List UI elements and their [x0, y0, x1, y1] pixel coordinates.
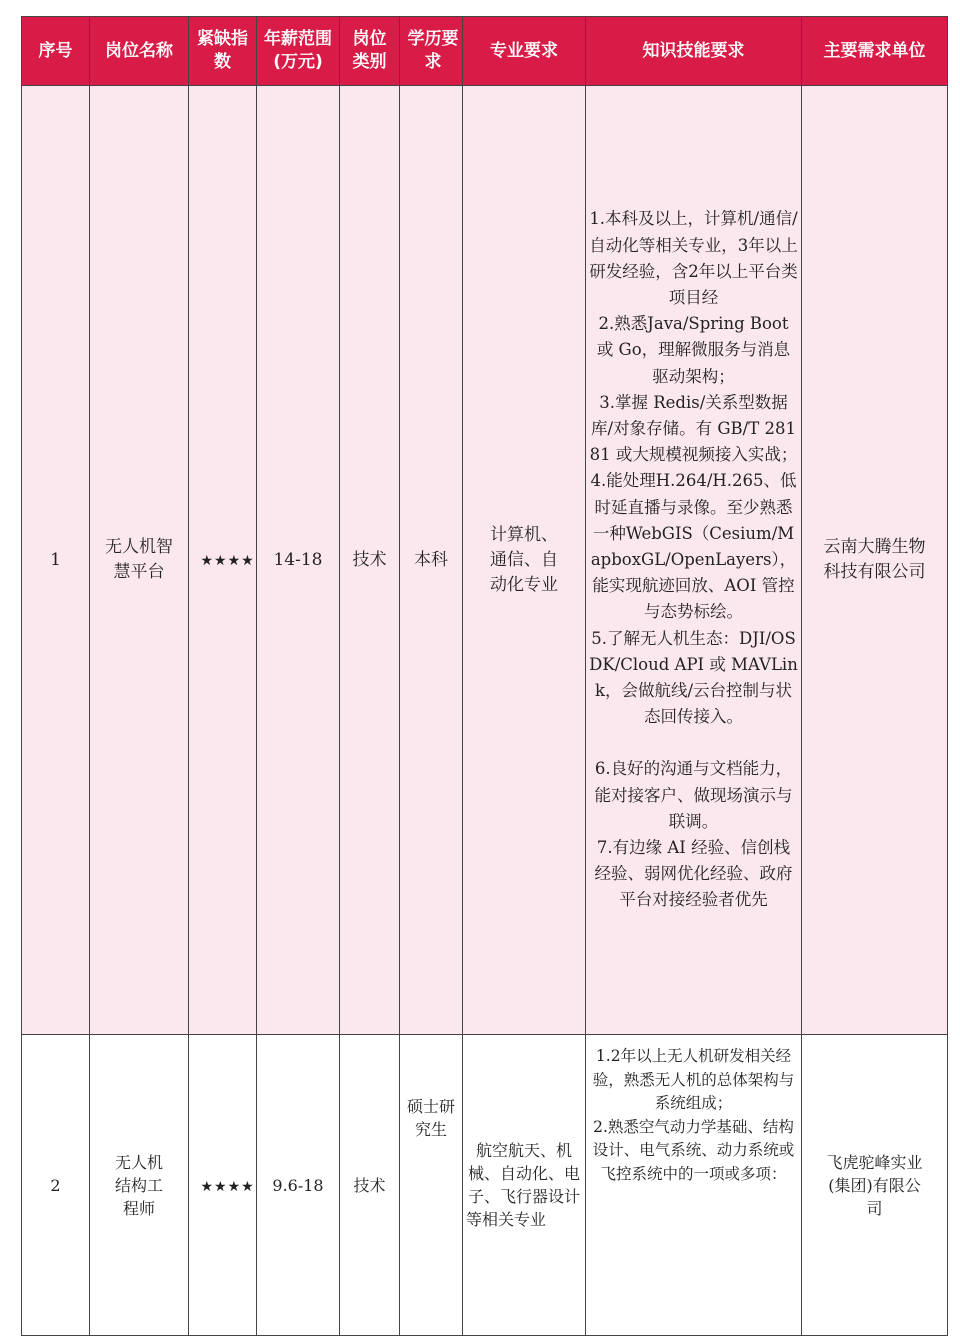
row-index: 2: [22, 1035, 90, 1336]
row-category: 技术: [340, 86, 400, 1035]
header-urgency: 紧缺指数: [189, 17, 257, 86]
row-major: 计算机、通信、自动化专业: [463, 86, 586, 1035]
row-index: 1: [22, 86, 90, 1035]
row-category: 技术: [340, 1035, 400, 1336]
skill-item: 4.能处理H.264/H.265、低时延直播与录像。至少熟悉一种WebGIS（Cesium/MapboxGL/OpenLayers），能实现航迹回放、AOI 管控与态势标绘。: [590, 471, 797, 622]
table-row: [22, 86, 948, 1035]
header-employer: 主要需求单位: [802, 17, 948, 86]
row-major: 航空航天、机械、自动化、电子、飞行器设计等相关专业: [463, 1035, 586, 1336]
skill-item: 3.掌握 Redis/关系型数据库/对象存储。有 GB/T 28181 或大规模视频接入实战；: [589, 392, 798, 465]
row-skills: [586, 1035, 802, 1336]
job-requirements-table: [21, 16, 948, 1336]
header-category: 岗位类别: [340, 17, 400, 86]
header-index: 序号: [22, 17, 90, 86]
table-row: [22, 1035, 948, 1336]
header-skills: 知识技能要求: [586, 17, 802, 86]
header-salary: 年薪范围(万元): [257, 17, 340, 86]
skill-item: 7.有边缘 AI 经验、信创栈经验、弱网优化经验、政府平台对接经验者优先: [594, 838, 793, 910]
urgency-stars: ★★★★: [200, 552, 255, 569]
skill-item: 5.了解无人机生态：DJI/OSDK/Cloud API 或 MAVLink，会做航线/云台控制与状态回传接入。: [589, 628, 798, 727]
row-position: 无人机结构工程师: [90, 1035, 189, 1336]
row-education: 本科: [400, 86, 463, 1035]
skill-item: 1.本科及以上，计算机/通信/自动化等相关专业，3年以上研发经验，含2年以上平台类项目经: [589, 209, 798, 307]
header-row: [22, 17, 948, 86]
row-urgency: [189, 1035, 257, 1336]
header-position: 岗位名称: [90, 17, 189, 86]
row-employer: 云南大腾生物科技有限公司: [802, 86, 948, 1035]
row-employer: 飞虎驼峰实业(集团)有限公司: [802, 1035, 948, 1336]
row-urgency: [189, 86, 257, 1035]
header-education: 学历要求: [400, 17, 463, 86]
row-skills: [586, 86, 802, 1035]
row-salary: 9.6-18: [257, 1035, 340, 1336]
skill-item: 6.良好的沟通与文档能力，能对接客户、做现场演示与联调。: [594, 759, 793, 831]
row-position: 无人机智慧平台: [90, 86, 189, 1035]
header-major: 专业要求: [463, 17, 586, 86]
urgency-stars: ★★★★: [200, 1178, 255, 1195]
skill-item: 1.2年以上无人机研发相关经验，熟悉无人机的总体架构与系统组成；: [592, 1047, 795, 1112]
row-education: 硕士研究生: [400, 1035, 463, 1336]
row-salary: 14-18: [257, 86, 340, 1035]
skill-item: 2.熟悉空气动力学基础、结构设计、电气系统、动力系统或飞控系统中的一项或多项：: [592, 1117, 795, 1183]
skill-item: 2.熟悉Java/Spring Boot 或 Go，理解微服务与消息驱动架构；: [596, 314, 791, 386]
